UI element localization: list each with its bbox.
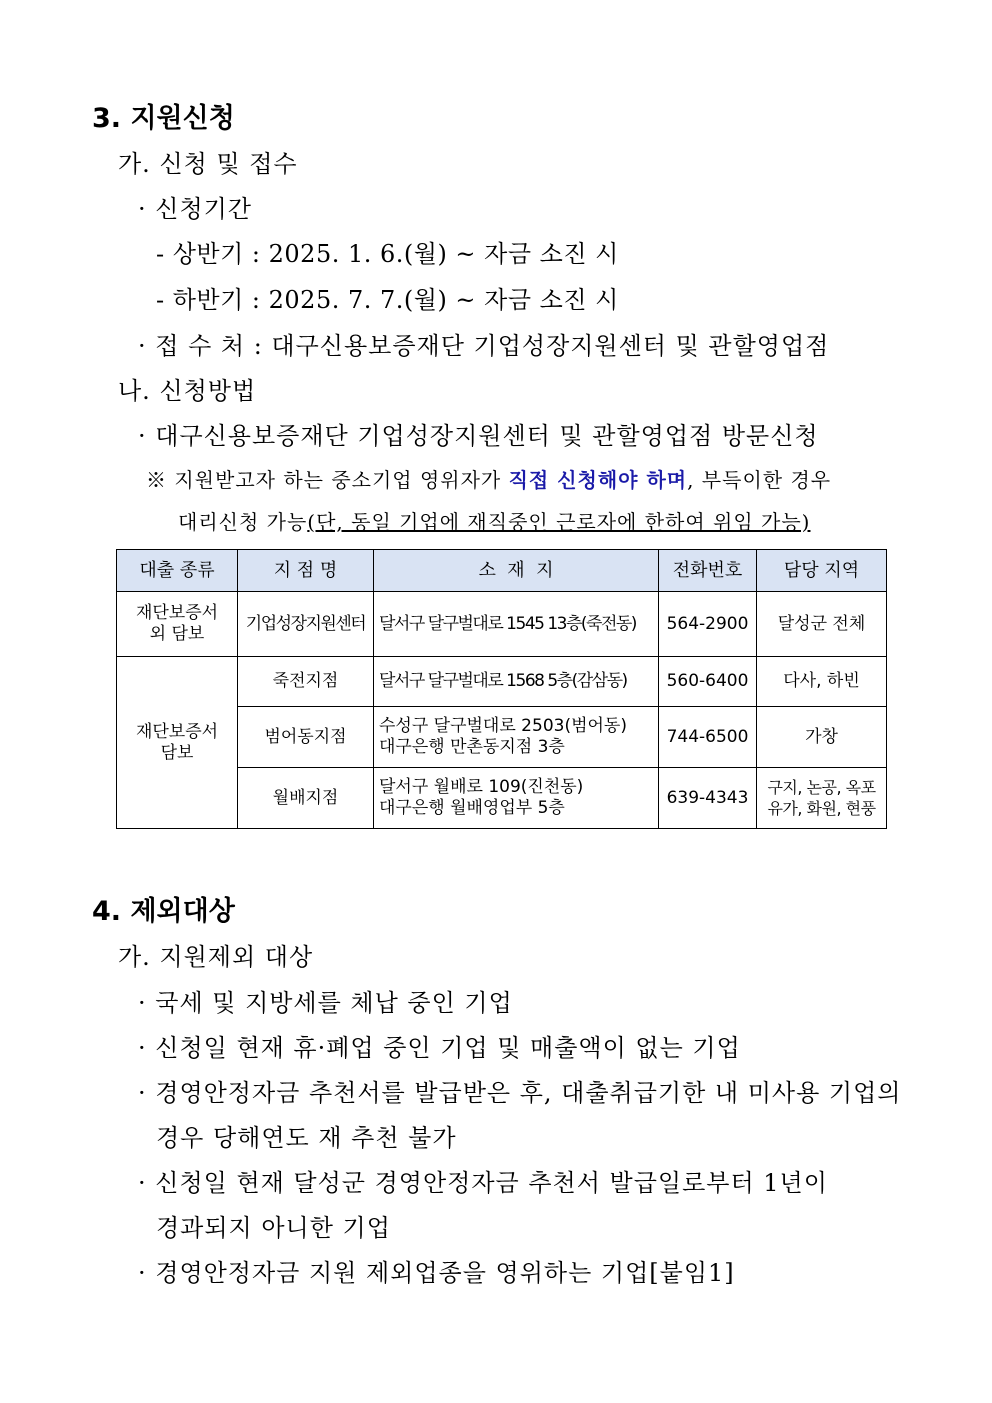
first-half-period: - 상반기 : 2025. 1. 6.(월) ~ 자금 소진 시	[156, 240, 619, 268]
cell-loan-type: 재단보증서 외 담보	[117, 592, 238, 657]
note-mark: ※	[146, 468, 167, 492]
cell-area-line-2: 유가, 화원, 현풍	[767, 799, 876, 818]
note-emphasis: 직접 신청해야 하며	[508, 468, 688, 492]
cell-address: 달서구 달구벌대로 1568 5층(감삼동)	[374, 657, 659, 707]
cell-loan-type: 재단보증서 담보	[117, 657, 238, 829]
table-row	[117, 657, 887, 707]
cell-address-line-2: 대구은행 만촌동지점 3층	[379, 737, 565, 757]
branch-table	[116, 549, 887, 829]
cell-phone: 564-2900	[659, 592, 757, 657]
cell-area	[757, 768, 887, 829]
cell-area: 다사, 하빈	[757, 657, 887, 707]
header-area: 담당 지역	[757, 550, 887, 592]
cell-address-line-2: 대구은행 월배영업부 5층	[379, 798, 565, 818]
note-line-2-pre: 대리신청 가능	[178, 510, 308, 534]
cell-address: 달서구 달구벌대로 1545 13층(죽전동)	[374, 592, 659, 657]
cell-address	[374, 768, 659, 829]
exclusion-item-4-line-1: · 신청일 현재 달성군 경영안정자금 추천서 발급일로부터 1년이	[138, 1169, 828, 1197]
exclusion-item-3-line-2: 경우 당해연도 재 추천 불가	[156, 1124, 457, 1152]
cell-branch: 범어동지점	[238, 707, 374, 768]
cell-branch: 죽전지점	[238, 657, 374, 707]
cell-phone: 639-4343	[659, 768, 757, 829]
cell-area: 가창	[757, 707, 887, 768]
section-3-sub-b: 나. 신청방법	[118, 377, 257, 405]
exclusion-item-1: · 국세 및 지방세를 체납 중인 기업	[138, 989, 513, 1017]
cell-area: 달성군 전체	[757, 592, 887, 657]
cell-address	[374, 707, 659, 768]
header-address: 소 재 지	[374, 550, 659, 592]
note-text-pre: 지원받고자 하는 중소기업 영위자가	[174, 468, 509, 492]
cell-address-line-1: 달서구 월배로 109(진천동)	[379, 777, 584, 797]
exclusion-item-4-line-2: 경과되지 아니한 기업	[156, 1214, 391, 1242]
note-text-post: , 부득이한 경우	[687, 468, 832, 492]
note-line-1	[146, 464, 831, 493]
exclusion-item-2: · 신청일 현재 휴·폐업 중인 기업 및 매출액이 없는 기업	[138, 1034, 741, 1062]
section-4-sub-a: 가. 지원제외 대상	[118, 943, 314, 971]
cell-branch: 월배지점	[238, 768, 374, 829]
cell-address-line-1: 수성구 달구벌대로 2503(범어동)	[379, 716, 627, 736]
section-3-sub-a: 가. 신청 및 접수	[118, 150, 298, 178]
header-phone: 전화번호	[659, 550, 757, 592]
cell-phone: 744-6500	[659, 707, 757, 768]
cell-branch: 기업성장지원센터	[238, 592, 374, 657]
header-branch: 지 점 명	[238, 550, 374, 592]
table-row	[117, 592, 887, 657]
note-line-2	[178, 506, 810, 535]
exclusion-item-3-line-1: · 경영안정자금 추천서를 발급받은 후, 대출취급기한 내 미사용 기업의	[138, 1079, 902, 1107]
section-4-title: 4. 제외대상	[92, 896, 235, 927]
application-method: · 대구신용보증재단 기업성장지원센터 및 관할영업점 방문신청	[138, 422, 819, 450]
cell-phone: 560-6400	[659, 657, 757, 707]
exclusion-item-5: · 경영안정자금 지원 제외업종을 영위하는 기업[붙임1]	[138, 1259, 735, 1287]
section-3-title: 3. 지원신청	[92, 103, 235, 134]
cell-area-line-1: 구지, 논공, 옥포	[767, 778, 876, 797]
header-loan-type: 대출 종류	[117, 550, 238, 592]
application-period-label: · 신청기간	[138, 195, 252, 223]
reception-office: · 접 수 처 : 대구신용보증재단 기업성장지원센터 및 관할영업점	[138, 332, 830, 360]
note-line-2-underlined: (단, 동일 기업에 재직중인 근로자에 한하여 위임 가능)	[307, 510, 811, 534]
second-half-period: - 하반기 : 2025. 7. 7.(월) ~ 자금 소진 시	[156, 286, 619, 314]
table-header-row	[117, 550, 887, 592]
